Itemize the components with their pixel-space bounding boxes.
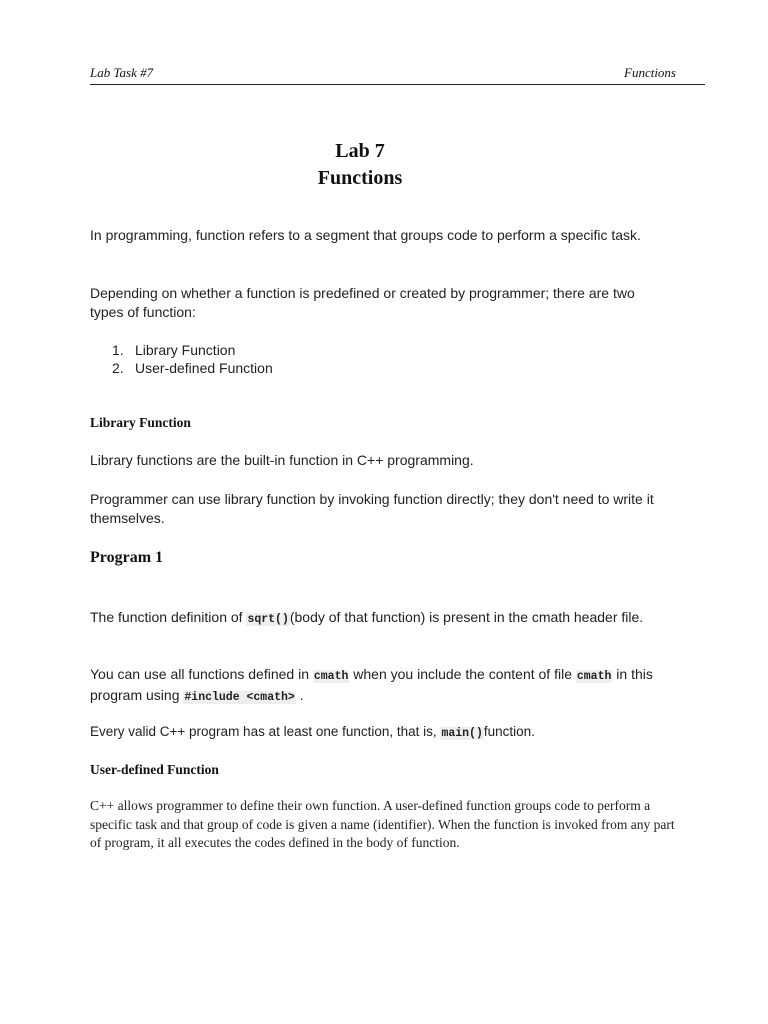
text-run: . bbox=[295, 687, 304, 703]
library-paragraph-2: Programmer can use library function by invoking function directly; they don't need to write it themselves. bbox=[90, 491, 654, 526]
list-item bbox=[112, 341, 273, 359]
text-run: function. bbox=[483, 724, 535, 739]
text-run: You can use all functions defined in bbox=[90, 666, 313, 682]
list-item-number: 1. bbox=[112, 342, 124, 358]
header-lab-task: Lab Task #7 bbox=[90, 65, 154, 80]
program-paragraph-3 bbox=[90, 722, 665, 743]
text-run: Every valid C++ program has at least one function, that is, bbox=[90, 724, 441, 739]
user-defined-function-heading: User-defined Function bbox=[90, 762, 219, 777]
intro-paragraph-2: Depending on whether a function is predefined or created by programmer; there are two types of function: bbox=[90, 285, 635, 320]
page-header bbox=[90, 64, 705, 85]
code-main: main() bbox=[441, 727, 483, 740]
list-item bbox=[112, 359, 273, 377]
text-run: (body of that function) is present in the cmath header file. bbox=[289, 609, 644, 625]
header-topic: Functions bbox=[624, 65, 676, 80]
library-function-heading: Library Function bbox=[90, 415, 191, 430]
list-item-label: Library Function bbox=[135, 342, 236, 358]
code-include: #include <cmath> bbox=[184, 691, 295, 704]
user-defined-paragraph: C++ allows programmer to define their own function. A user-defined function groups code to perform a specific task and that group of code is given a name (identifier). When the function is invoked from any part of program, it all executes the codes defined in the body of function. bbox=[90, 798, 675, 850]
program-paragraph-2 bbox=[90, 665, 665, 707]
intro-paragraph-1: In programming, function refers to a segment that groups code to perform a specific task. bbox=[90, 227, 641, 243]
text-run: The function definition of bbox=[90, 609, 247, 625]
page-title-topic: Functions bbox=[317, 167, 403, 189]
library-paragraph-1: Library functions are the built-in function in C++ programming. bbox=[90, 452, 474, 468]
code-cmath: cmath bbox=[576, 670, 612, 683]
list-item-number: 2. bbox=[112, 360, 124, 376]
text-run: when you include the content of file bbox=[349, 666, 576, 682]
text-run: in this program using bbox=[90, 666, 653, 703]
program-1-heading: Program 1 bbox=[90, 549, 164, 566]
code-sqrt: sqrt() bbox=[247, 613, 289, 626]
function-types-list bbox=[112, 341, 273, 377]
list-item-label: User-defined Function bbox=[135, 360, 273, 376]
page-title-lab: Lab 7 bbox=[335, 140, 385, 162]
code-cmath: cmath bbox=[313, 670, 349, 683]
program-paragraph-1 bbox=[90, 608, 665, 629]
